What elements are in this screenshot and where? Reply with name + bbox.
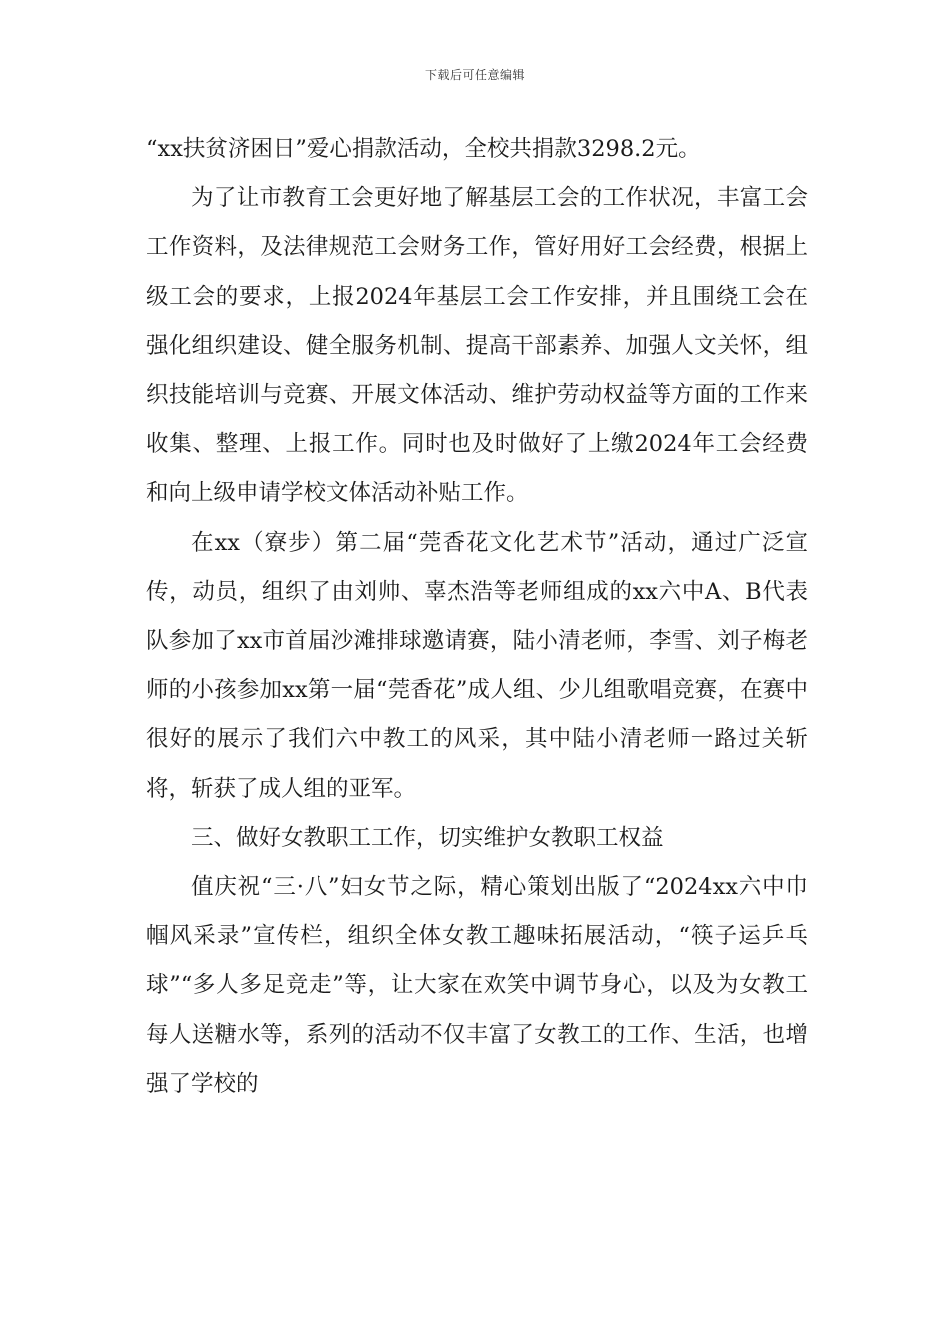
paragraph-donation: “xx扶贫济困日”爱心捐款活动，全校共捐款3298.2元。 — [146, 136, 701, 162]
paragraph-art-festival: 在xx（寮步）第二届“莞香花文化艺术节”活动，通过广泛宣传，动员，组织了由刘帅、辜杰浩等老师组成的xx六中A、B代表队参加了xx市首届沙滩排球邀请赛，陆小清老师，李雪、刘子梅老师的小孩参加xx第一届“莞香花”成人组、少儿组歌唱竞赛，在赛中很好的展示了我们六中教工的风采，其中陆小清老师一路过关斩将，斩获了成人组的亚军。 — [146, 529, 808, 802]
page-header-note: 下载后可任意编辑 — [424, 68, 525, 82]
section-heading-female-staff: 三、做好女教职工工作，切实维护女教职工权益 — [191, 824, 664, 851]
paragraph-union-report: 为了让市教育工会更好地了解基层工会的工作状况，丰富工会工作资料，及法律规范工会财务工作，管好用好工会经费，根据上级工会的要求，上报2024年基层工会工作安排，并且围绕工会在强化组织建设、健全服务机制、提高干部素养、加强人文关怀，组织技能培训与竞赛、开展文体活动、维护劳动权益等方面的工作来收集、整理、上报工作。同时也及时做好了上缴2024年工会经费和向上级申请学校文体活动补贴工作。 — [146, 185, 808, 507]
paragraph-womens-day: 值庆祝“三·八”妇女节之际，精心策划出版了“2024xx六中巾帼风采录”宣传栏，组织全体女教工趣味拓展活动，“筷子运乒乓球”“多人多足竞走”等，让大家在欢笑中调节身心，以及为女教工每人送糖水等，系列的活动不仅丰富了女教工的工作、生活，也增强了学校的 — [146, 874, 808, 1097]
document-body — [146, 125, 808, 1109]
